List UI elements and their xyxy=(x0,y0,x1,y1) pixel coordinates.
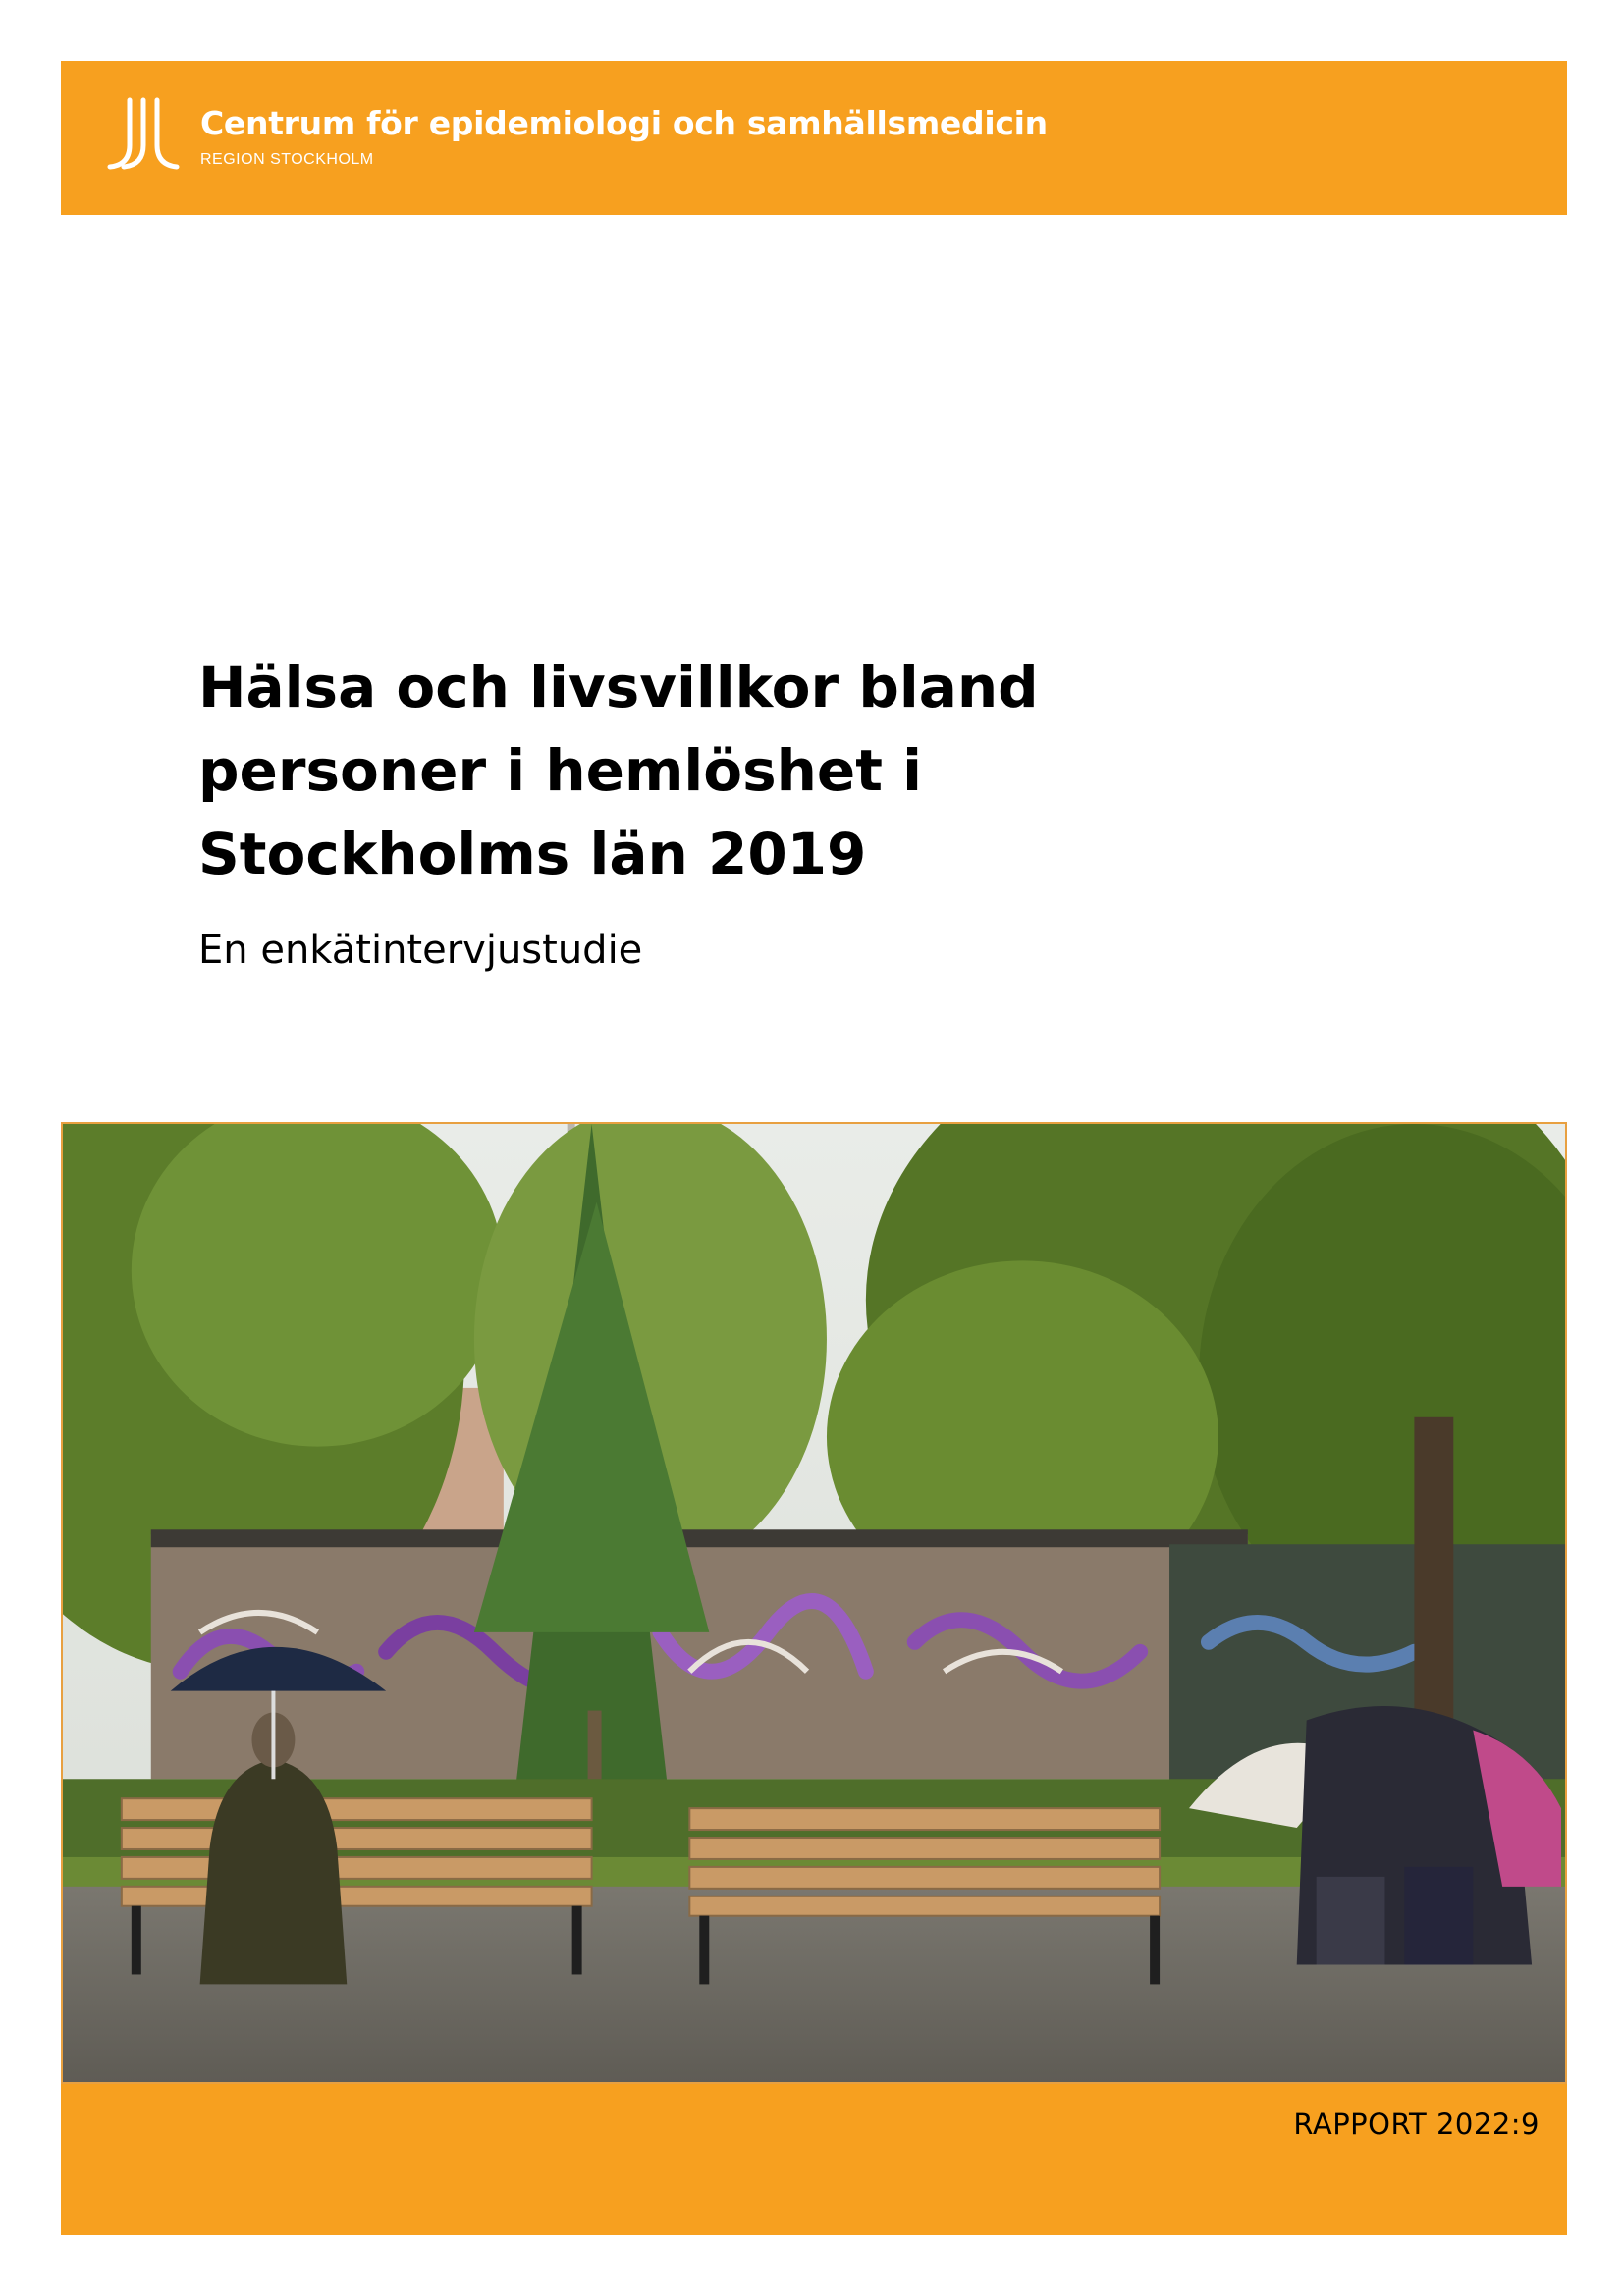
report-number: RAPPORT 2022:9 xyxy=(1293,2108,1540,2141)
report-subtitle: En enkätintervjustudie xyxy=(198,928,643,973)
title-line: Hälsa och livsvillkor bland xyxy=(198,654,1039,721)
organization-name: Centrum för epidemiologi och samhällsmedicin xyxy=(200,104,1048,142)
region-stockholm-logo-icon xyxy=(100,96,189,171)
title-line: Stockholms län 2019 xyxy=(198,821,867,887)
footer-band xyxy=(61,2084,1567,2235)
title-line: personer i hemlöshet i xyxy=(198,737,923,804)
header-band xyxy=(61,61,1567,215)
park-bench-scene-photo xyxy=(61,1122,1567,2084)
region-name: REGION STOCKHOLM xyxy=(200,151,374,168)
report-title xyxy=(198,646,1278,896)
